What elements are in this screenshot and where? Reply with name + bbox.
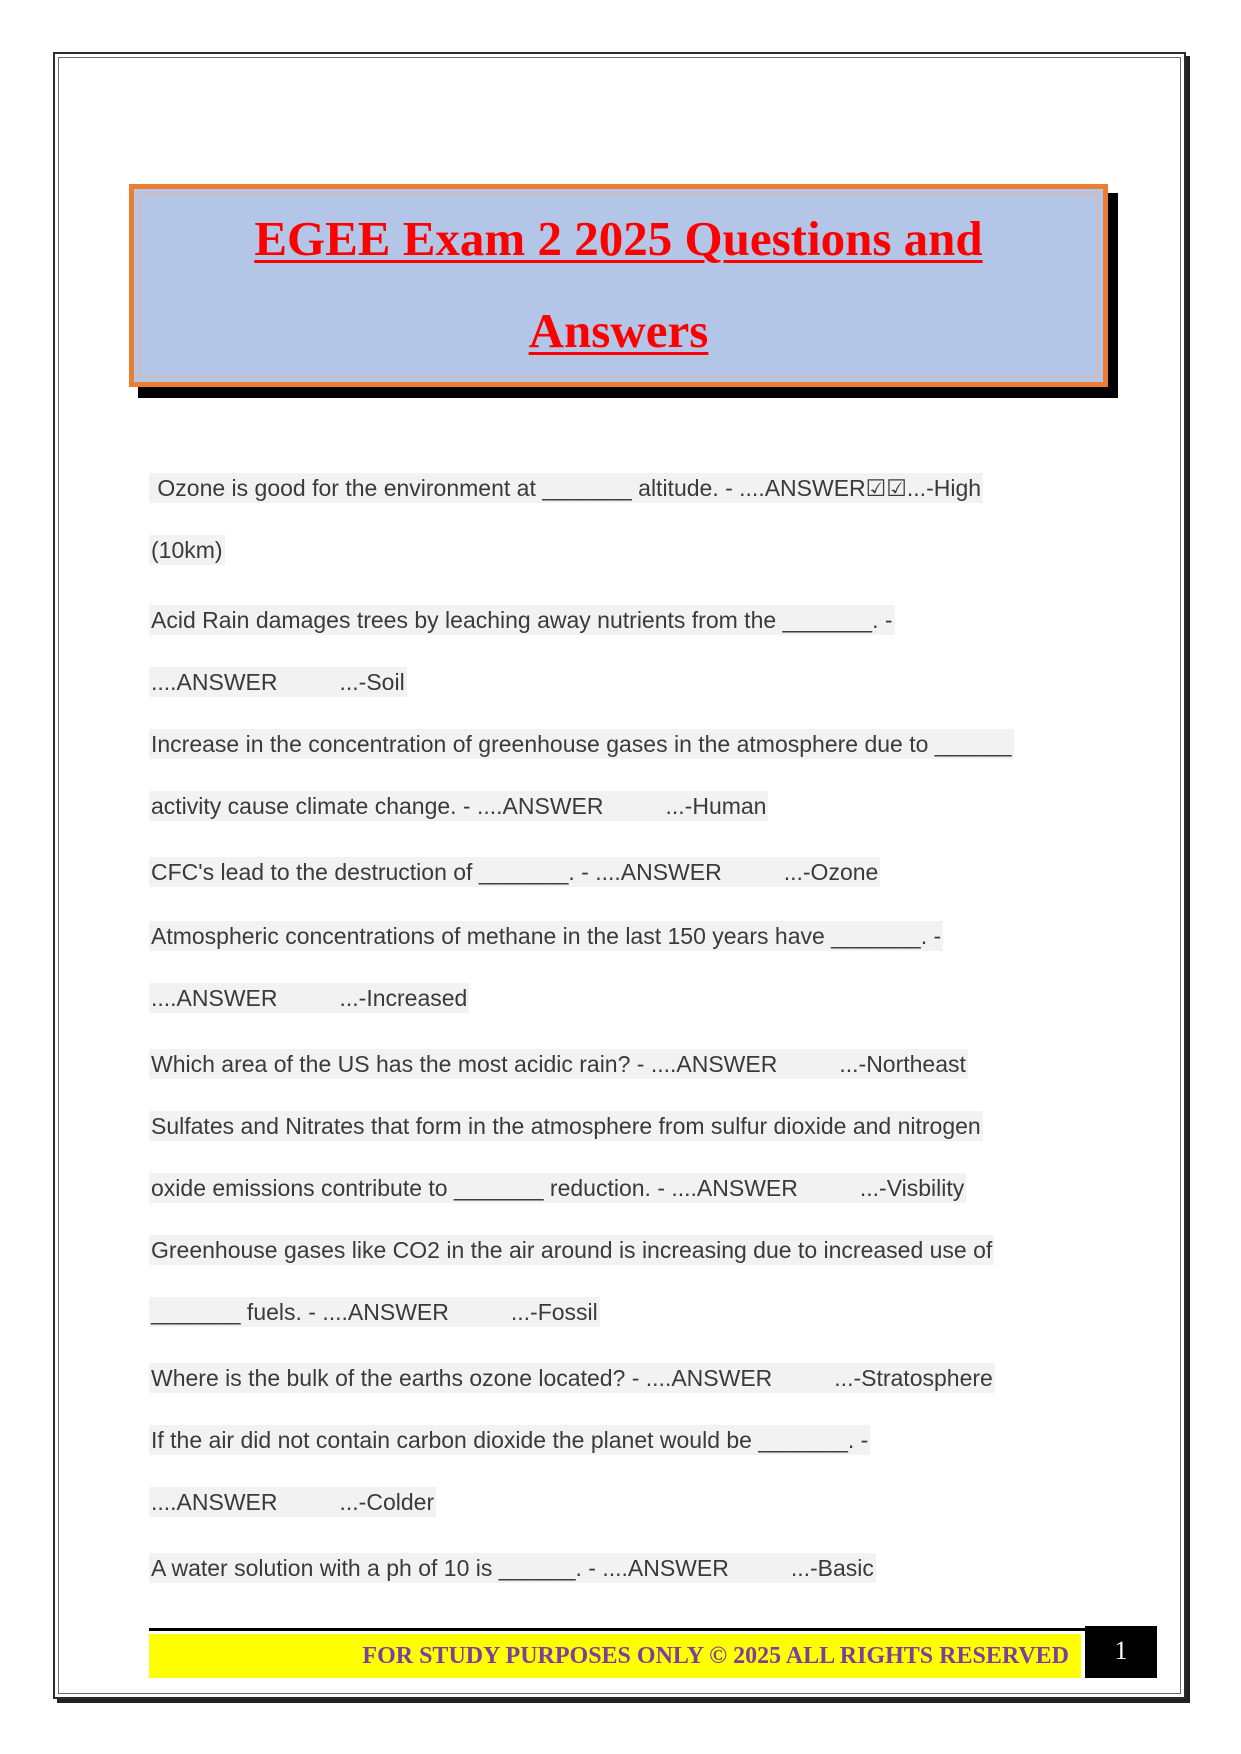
qa-line <box>149 1049 968 1079</box>
answer-text: ...-Visbility <box>859 1175 965 1201</box>
qa-line <box>149 605 895 635</box>
answer-text: ...-Northeast <box>839 1051 966 1077</box>
qa-line-text: Sulfates and Nitrates that form in the atmosphere from sulfur dioxide and nitrogen <box>151 1113 981 1139</box>
qa-line-text: activity cause climate change. - ....ANSWER <box>151 793 604 819</box>
footer-band <box>149 1634 1081 1678</box>
qa-line-text: ....ANSWER <box>151 669 278 695</box>
qa-line <box>149 921 943 951</box>
qa-line-text: ....ANSWER <box>151 985 278 1011</box>
qa-line-text: _______ fuels. - ....ANSWER <box>151 1299 449 1325</box>
qa-line-text: ....ANSWER <box>151 1489 278 1515</box>
title-box <box>129 184 1108 387</box>
answer-text: ...-Stratosphere <box>834 1365 993 1391</box>
title-line-2: Answers <box>528 303 709 358</box>
answer-text: ...-Basic <box>790 1555 874 1581</box>
footer-notice: FOR STUDY PURPOSES ONLY © 2025 ALL RIGHTS RESERVED <box>362 1643 1069 1669</box>
document-title <box>134 193 1103 377</box>
qa-line-text: Ozone is good for the environment at _______ altitude. - ....ANSWER☑☑...-High <box>151 475 982 501</box>
qa-line-text: Which area of the US has the most acidic rain? - ....ANSWER <box>151 1051 778 1077</box>
qa-line-text: CFC's lead to the destruction of _______. - ....ANSWER <box>151 859 722 885</box>
qa-line <box>149 473 983 503</box>
answer-text: ...-Colder <box>339 1489 435 1515</box>
qa-line <box>149 1111 983 1141</box>
title-line-1: EGEE Exam 2 2025 Questions and <box>254 211 983 266</box>
page-shadow-right <box>1186 56 1190 1703</box>
answer-text: ...-Human <box>665 793 767 819</box>
qa-line <box>149 1553 876 1583</box>
qa-line-text: oxide emissions contribute to _______ reduction. - ....ANSWER <box>151 1175 798 1201</box>
qa-line <box>149 1235 994 1265</box>
answer-text: ...-Soil <box>339 669 405 695</box>
qa-line-text: A water solution with a ph of 10 is ______. - ....ANSWER <box>151 1555 729 1581</box>
footer-rule <box>149 1628 1088 1631</box>
qa-line <box>149 667 407 697</box>
qa-line <box>149 1487 436 1517</box>
page-shadow-bottom <box>57 1699 1190 1703</box>
qa-line <box>149 857 880 887</box>
answer-text: ...-Fossil <box>510 1299 598 1325</box>
qa-line <box>149 1425 870 1455</box>
qa-line <box>149 1363 995 1393</box>
qa-line-text: (10km) <box>151 537 223 563</box>
answer-text: ...-Ozone <box>783 859 879 885</box>
qa-line <box>149 535 225 565</box>
qa-line-text: Where is the bulk of the earths ozone located? - ....ANSWER <box>151 1365 773 1391</box>
qa-line-text: Greenhouse gases like CO2 in the air around is increasing due to increased use of <box>151 1237 993 1263</box>
qa-line <box>149 983 469 1013</box>
page-number: 1 <box>1085 1626 1157 1678</box>
answer-text: ...-Increased <box>339 985 468 1011</box>
qa-line-text: Atmospheric concentrations of methane in the last 150 years have _______. - <box>151 923 942 949</box>
qa-line-text: Increase in the concentration of greenhouse gases in the atmosphere due to ______ <box>151 731 1012 757</box>
qa-line <box>149 1297 600 1327</box>
qa-line <box>149 729 1014 759</box>
qa-line <box>149 1173 966 1203</box>
qa-line-text: If the air did not contain carbon dioxide the planet would be _______. - <box>151 1427 869 1453</box>
qa-line-text: Acid Rain damages trees by leaching away nutrients from the _______. - <box>151 607 893 633</box>
qa-line <box>149 791 768 821</box>
